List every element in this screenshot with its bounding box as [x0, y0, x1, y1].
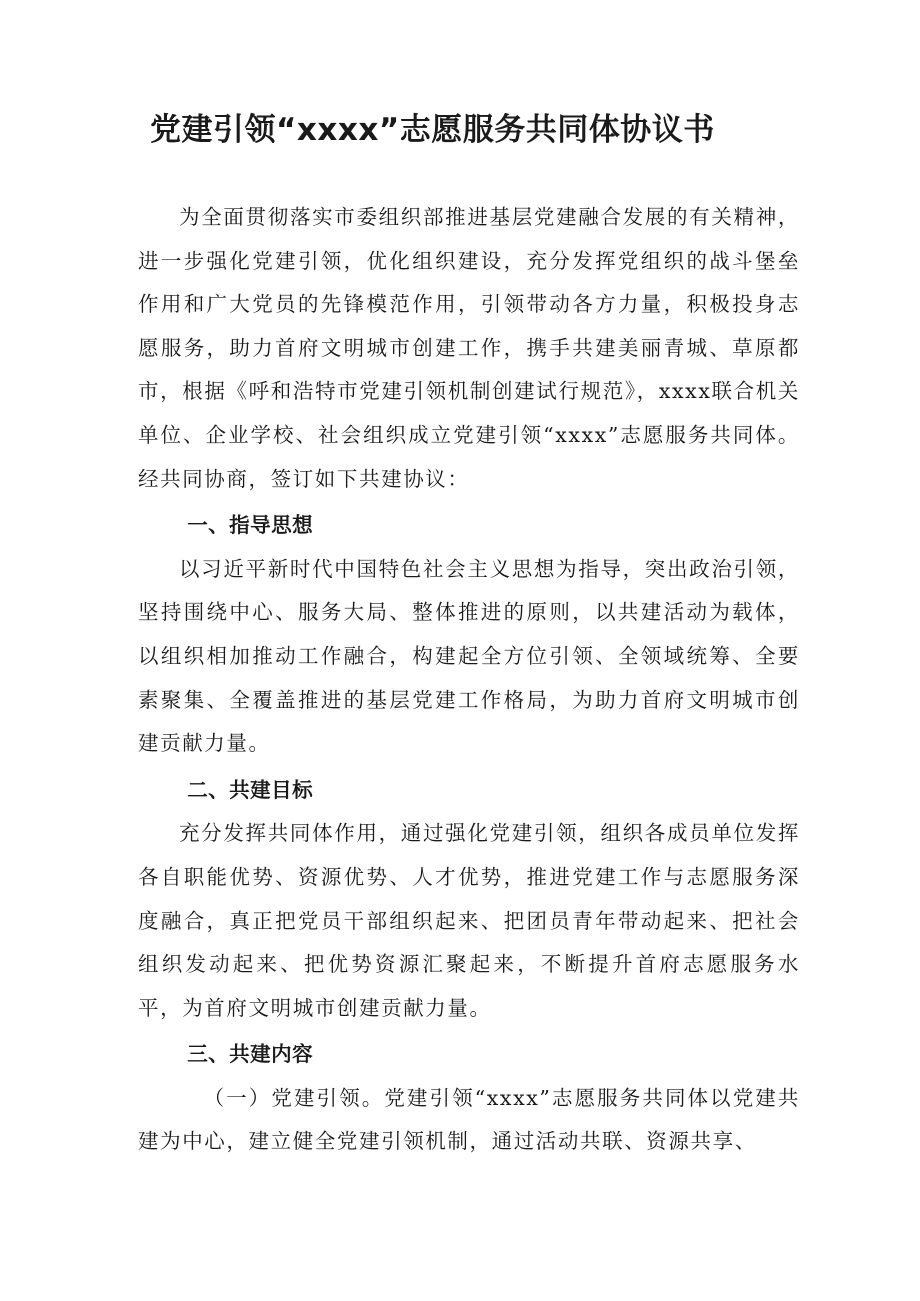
- section-body-content: （一）党建引领。党建引领“xxxx”志愿服务共同体以党建共建为中心，建立健全党建引领机制，通过活动共联、资源共享、: [138, 1085, 800, 1154]
- document-body: [138, 196, 800, 1164]
- section-heading-guiding-ideology: 一、指导思想: [187, 513, 314, 538]
- document-title: 党建引领“xxxx”志愿服务共同体协议书: [150, 112, 715, 148]
- section-body-goals: 充分发挥共同体作用，通过强化党建引领，组织各成员单位发挥各自职能优势、资源优势、人才优势，推进党建工作与志愿服务深度融合，真正把党员干部组织起来、把团员青年带动起来、把社会组织发动起来、把优势资源汇聚起来，不断提升首府志愿服务水平，为首府文明城市创建贡献力量。: [138, 821, 800, 1020]
- section-body-guiding-ideology: 以习近平新时代中国特色社会主义思想为指导，突出政治引领，坚持围绕中心、服务大局、整体推进的原则，以共建活动为载体，以组织相加推动工作融合，构建起全方位引领、全领域统筹、全要素聚集、全覆盖推进的基层党建工作格局，为助力首府文明城市创建贡献力量。: [138, 556, 800, 756]
- section-heading-goals: 二、共建目标: [187, 777, 314, 802]
- intro-paragraph: 为全面贯彻落实市委组织部推进基层党建融合发展的有关精神，进一步强化党建引领，优化组织建设，充分发挥党组织的战斗堡垒作用和广大党员的先锋模范作用，引领带动各方力量，积极投身志愿服务，助力首府文明城市创建工作，携手共建美丽青城、草原都市，根据《呼和浩特市党建引领机制创建试行规范》，xxxx联合机关单位、企业学校、社会组织成立党建引领“xxxx”志愿服务共同体。经共同协商，签订如下共建协议：: [138, 205, 800, 491]
- section-heading-content: 三、共建内容: [187, 1042, 314, 1067]
